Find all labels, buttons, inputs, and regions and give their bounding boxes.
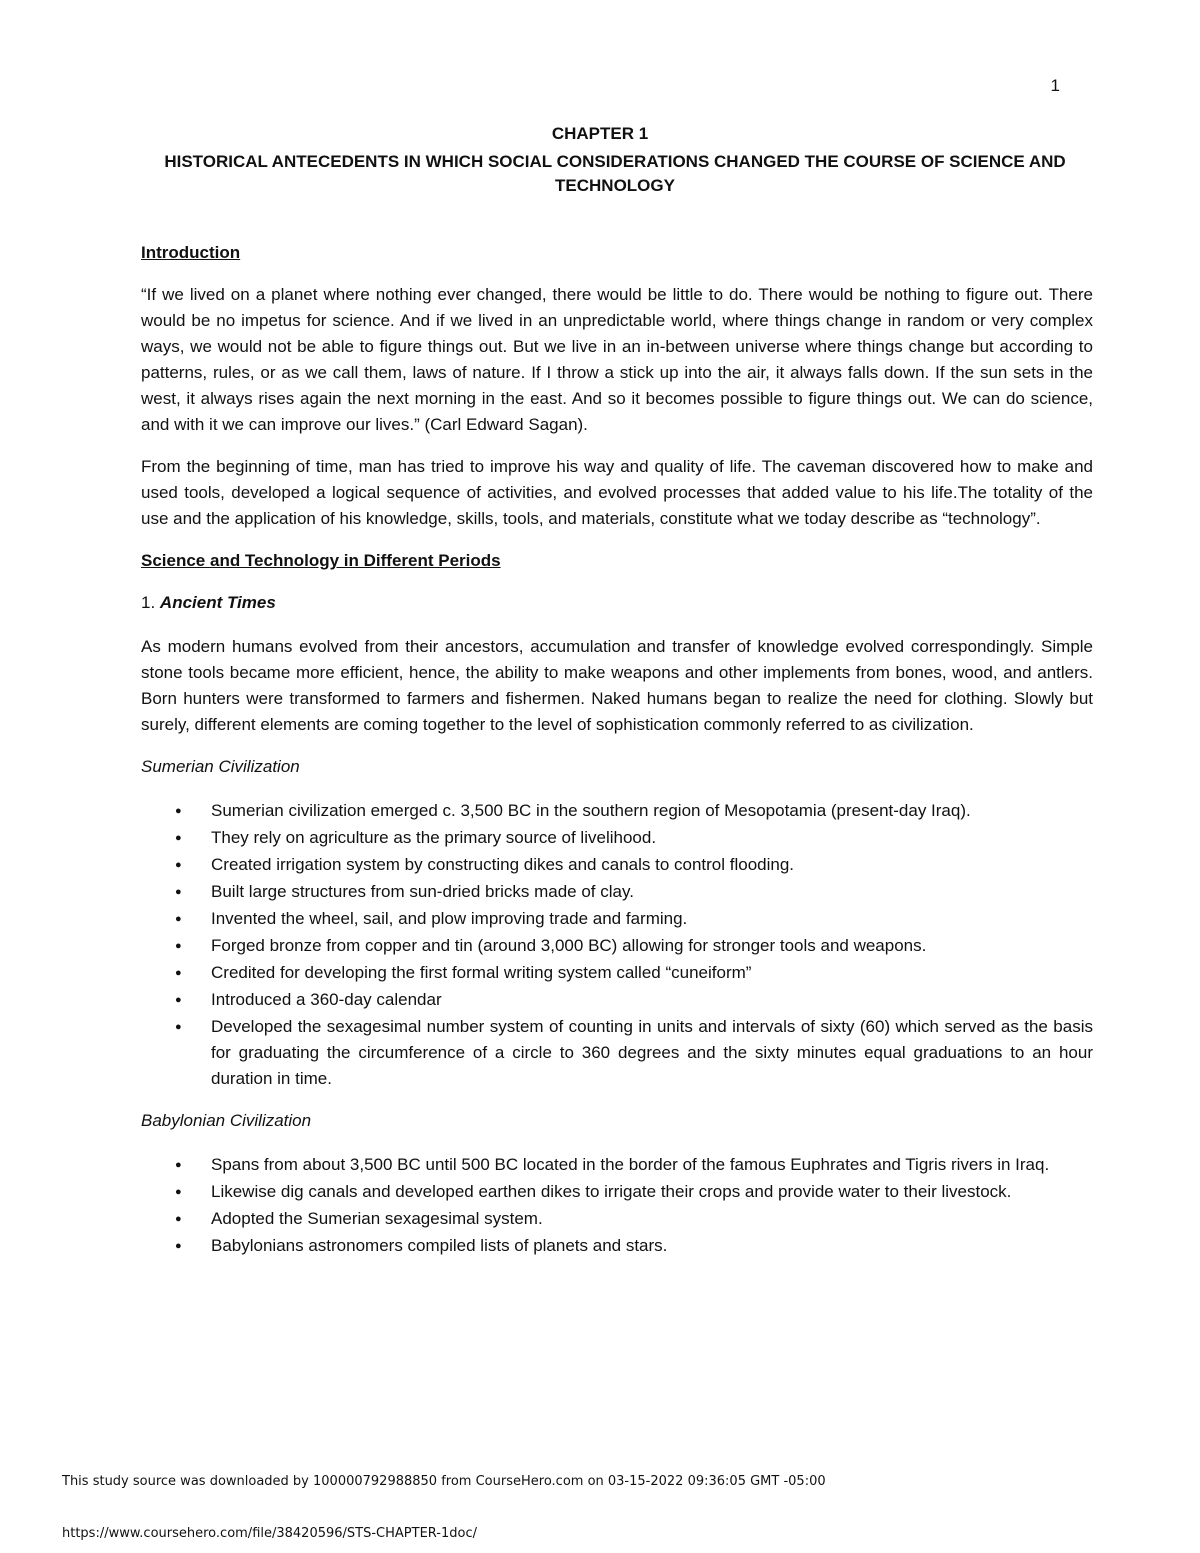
list-item: ● Built large structures from sun-dried bricks made of clay. <box>211 879 1093 905</box>
intro-paragraph: From the beginning of time, man has tried to improve his way and quality of life. The caveman discovered how to make and used tools, developed a logical sequence of activities, and evolved processes that added value to his life.The totality of the use and the application of his knowledge, skills, tools, and materials, constitute what we today describe as “technology”. <box>141 457 1093 528</box>
sumerian-list <box>141 798 1093 1092</box>
sumerian-heading: Sumerian Civilization <box>141 757 300 776</box>
list-item: ● Forged bronze from copper and tin (around 3,000 BC) allowing for stronger tools and weapons. <box>211 933 1093 959</box>
page-number: 1 <box>1050 76 1060 95</box>
list-item: ● Developed the sexagesimal number system of counting in units and intervals of sixty (60) which served as the basis for graduating the circumference of a circle to 360 degrees and the sixty minutes equal graduations to an hour duration in time. <box>211 1014 1093 1092</box>
ancient-times-heading <box>141 590 1093 616</box>
babylonian-heading: Babylonian Civilization <box>141 1111 312 1130</box>
ancient-times-paragraph: As modern humans evolved from their ancestors, accumulation and transfer of knowledge evolved correspondingly. Simple stone tools became more efficient, hence, the ability to make weapons and other implements from bones, wood, and antlers. Born hunters were transformed to farmers and fishermen. Naked humans began to realize the need for clothing. Slowly but surely, different elements are coming together to the level of sophistication commonly referred to as civilization. <box>141 637 1093 734</box>
list-item: ● Adopted the Sumerian sexagesimal system. <box>211 1206 1093 1232</box>
section-title: Ancient Times <box>159 593 276 612</box>
document-body <box>141 240 1093 1275</box>
babylonian-list <box>141 1152 1093 1259</box>
list-item: ● They rely on agriculture as the primary source of livelihood. <box>211 825 1093 851</box>
download-notice: This study source was downloaded by 100000792988850 from CourseHero.com on 03-15-2022 09:36:05 GMT -05:00 <box>62 1474 826 1489</box>
list-item: ● Sumerian civilization emerged c. 3,500 BC in the southern region of Mesopotamia (present-day Iraq). <box>211 798 1093 824</box>
list-item: ● Babylonians astronomers compiled lists of planets and stars. <box>211 1233 1093 1259</box>
list-item: ● Invented the wheel, sail, and plow improving trade and farming. <box>211 906 1093 932</box>
list-item: ● Credited for developing the first formal writing system called “cuneiform” <box>211 960 1093 986</box>
list-item: ● Spans from about 3,500 BC until 500 BC located in the border of the famous Euphrates and Tigris rivers in Iraq. <box>211 1152 1093 1178</box>
chapter-title: HISTORICAL ANTECEDENTS IN WHICH SOCIAL CONSIDERATIONS CHANGED THE COURSE OF SCIENCE AND TECHNOLOGY <box>164 152 1066 195</box>
section-number: 1. <box>141 593 156 612</box>
source-url[interactable]: https://www.coursehero.com/file/38420596/STS-CHAPTER-1doc/ <box>62 1526 477 1541</box>
periods-heading: Science and Technology in Different Periods <box>141 551 501 570</box>
sagan-quote: “If we lived on a planet where nothing ever changed, there would be little to do. There would be nothing to figure out. There would be no impetus for science. And if we lived in an unpredictable world, where things change in random or very complex ways, we would not be able to figure things out. But we live in an in-between universe where things change but according to patterns, rules, or as we call them, laws of nature. If I throw a stick up into the air, it always falls down. If the sun sets in the west, it always rises again the next morning in the east. And so it becomes possible to figure things out. We can do science, and with it we can improve our lives.” (Carl Edward Sagan). <box>141 285 1093 434</box>
list-item: ● Created irrigation system by constructing dikes and canals to control flooding. <box>211 852 1093 878</box>
introduction-heading: Introduction <box>141 243 241 262</box>
list-item: ● Likewise dig canals and developed earthen dikes to irrigate their crops and provide water to their livestock. <box>211 1179 1093 1205</box>
list-item: ● Introduced a 360-day calendar <box>211 987 1093 1013</box>
chapter-label: CHAPTER 1 <box>551 124 649 143</box>
